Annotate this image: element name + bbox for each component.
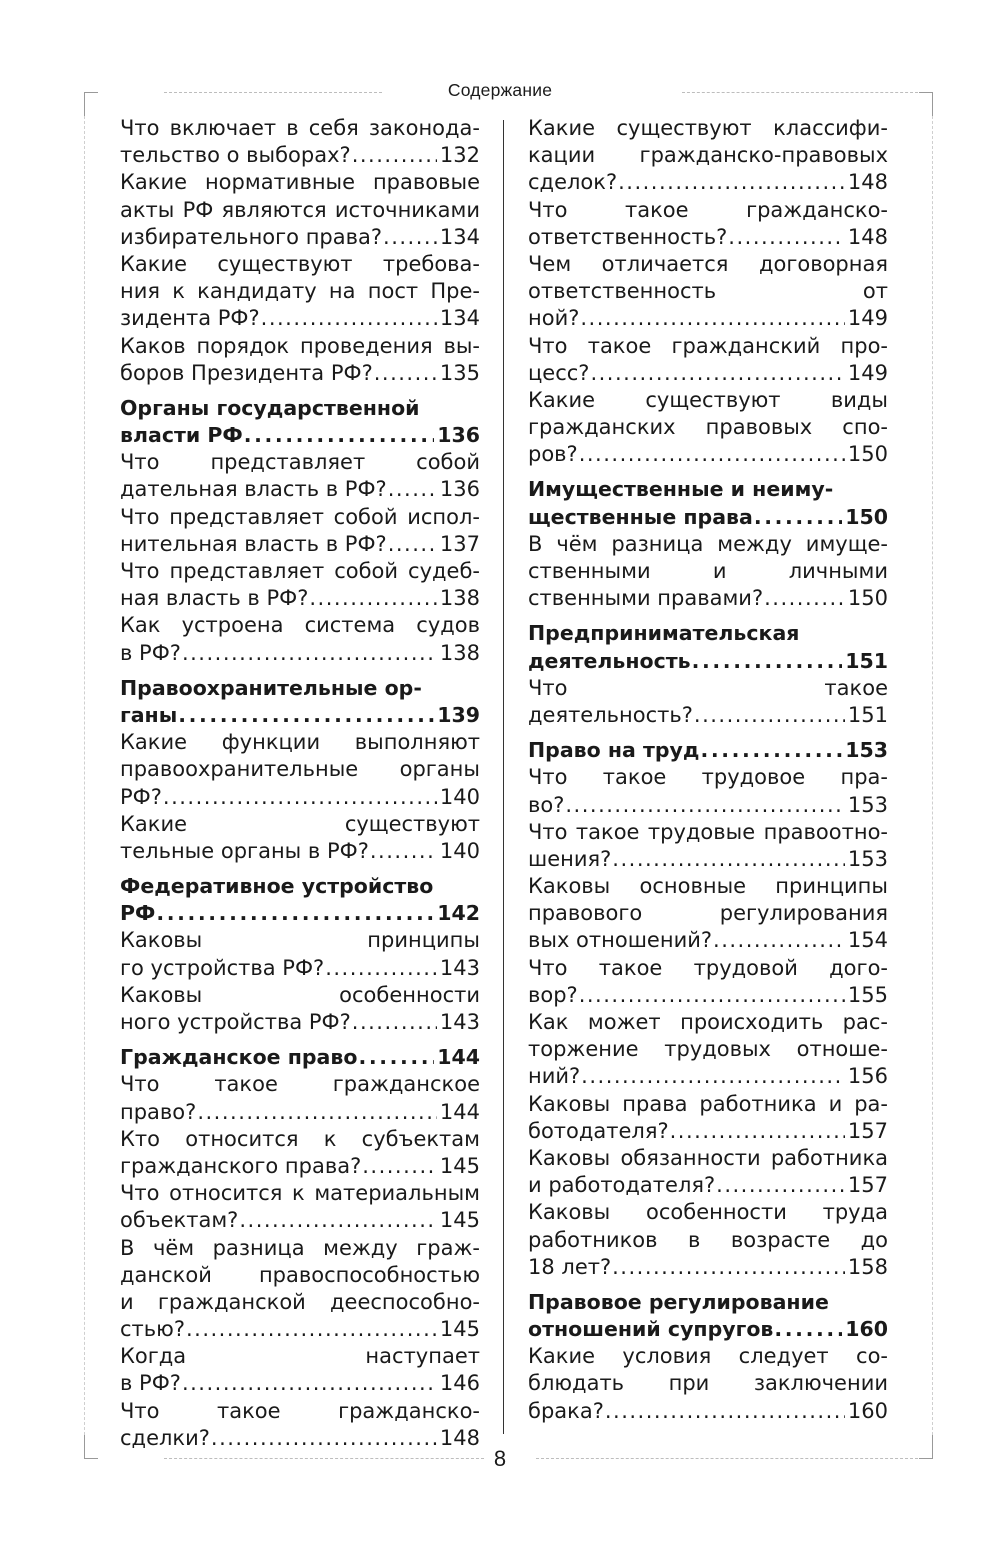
toc-entry-line: Предпринимательская [528,621,800,646]
toc-entry[interactable] [528,1343,888,1425]
toc-entry-text: ний? [528,1064,581,1089]
toc-entry-line: кации гражданско-правовых [528,143,888,168]
dot-leader [590,360,844,387]
toc-entry-line: акты РФ являются источниками [120,197,480,222]
toc-entry-text: щественные права [528,504,753,529]
dot-leader [325,955,437,982]
dot-leader [670,1118,845,1145]
toc-entry-last-line [120,476,480,503]
toc-page-number: 149 [847,360,888,385]
toc-page-number: 134 [439,306,480,331]
toc-entry[interactable] [528,1009,888,1091]
toc-entry-text: деятельность [528,648,691,673]
dot-leader [713,927,845,954]
toc-entry-text: цесс? [528,360,590,385]
toc-page-number: 139 [437,702,480,727]
toc-entry-last-line [120,224,480,251]
toc-entry-text: зидента РФ? [120,306,260,331]
toc-entry-last-line [120,784,480,811]
dot-leader [261,305,437,332]
toc-entry-line: Что такое гражданско- [528,197,888,222]
toc-page-number: 138 [439,586,480,611]
toc-entry-last-line [528,504,888,531]
toc-page-number: 136 [439,477,480,502]
toc-entry-line: ния к кандидату на пост Пре- [120,279,480,304]
toc-page-number: 148 [439,1425,480,1450]
dot-leader [764,585,845,612]
toc-entry-text: в РФ? [120,1371,181,1396]
toc-entry-line: В чём разница между имуще- [528,531,888,556]
toc-entry-last-line [528,927,888,954]
running-head: Содержание [447,80,553,100]
toc-entry-last-line [120,1099,480,1126]
toc-section-heading[interactable] [120,873,480,927]
toc-entry[interactable] [120,1180,480,1234]
toc-entry[interactable] [120,449,480,503]
toc-entry-line: Чем отличается договорная [528,251,888,276]
toc-entry-text: объектам? [120,1208,239,1233]
toc-entry-last-line [528,1398,888,1425]
dot-leader [178,702,434,729]
dot-leader [182,640,437,667]
dot-leader [565,792,845,819]
toc-entry-text: власти РФ [120,423,243,448]
toc-entry-last-line [120,1153,480,1180]
toc-entry-last-line [120,360,480,387]
dot-leader [362,1153,437,1180]
toc-section-heading[interactable] [120,1044,480,1071]
dot-leader [383,224,437,251]
toc-entry-text: Право на труд [528,738,700,763]
toc-entry-line: и гражданской дееспособно- [120,1289,480,1314]
toc-entry[interactable] [120,115,480,169]
toc-entry-text: ной? [528,306,580,331]
toc-section-heading[interactable] [120,395,480,449]
toc-entry-last-line [120,955,480,982]
toc-page-number: 153 [847,846,888,871]
toc-entry-line: Что такое гражданское [120,1072,480,1097]
toc-entry-text: ганы [120,702,178,727]
toc-page-number: 150 [847,586,888,611]
toc-entry[interactable] [528,1199,888,1281]
toc-page-number: 145 [439,1208,480,1233]
toc-entry-line: Правовое регулирование [528,1289,829,1314]
toc-entry-last-line [120,702,480,729]
dot-leader [352,142,437,169]
toc-entry-line: Что такое трудовое пра- [528,765,888,790]
toc-entry-last-line [120,640,480,667]
toc-entry-text: го устройства РФ? [120,955,325,980]
toc-entry-last-line [528,1172,888,1199]
toc-entry-text: во? [528,792,565,817]
dot-leader [612,846,845,873]
toc-entry-line: Каковы особенности труда [528,1200,888,1225]
toc-entry[interactable] [120,1398,480,1452]
toc-entry[interactable] [528,531,888,613]
toc-entry-line: Что относится к материальным [120,1181,480,1206]
toc-entry[interactable] [120,169,480,251]
toc-section-heading[interactable] [528,1289,888,1343]
toc-page-number: 132 [439,143,480,168]
toc-entry[interactable] [120,811,480,865]
dot-leader [579,982,845,1009]
toc-entry-line: правоохранительные органы [120,757,480,782]
toc-entry-line: Какие нормативные правовые [120,170,480,195]
toc-page-number: 153 [845,738,888,763]
toc-entry[interactable] [120,1235,480,1344]
dot-leader [374,360,437,387]
toc-entry-last-line [528,224,888,251]
toc-right-column [528,115,888,1425]
toc-entry[interactable] [528,1145,888,1199]
toc-page-number: 143 [439,1010,480,1034]
toc-entry-line: Правоохранительные ор- [120,675,422,700]
toc-entry[interactable] [528,819,888,873]
toc-entry-line: Что представляет собой [120,450,480,475]
toc-entry-text: шения? [528,846,612,871]
toc-entry[interactable] [120,251,480,333]
toc-entry[interactable] [528,197,888,251]
toc-entry-text: дательная власть в РФ? [120,477,387,502]
toc-entry-line: Как устроена система судов [120,613,480,638]
dot-leader [163,784,437,811]
page-number: 8 [493,1446,507,1471]
toc-entry-last-line [528,982,888,1009]
toc-entry[interactable] [120,729,480,811]
dot-leader [244,422,434,449]
toc-entry-last-line [528,702,888,729]
toc-entry-line: ственными и личными [528,559,888,583]
toc-page-number: 158 [847,1254,888,1279]
toc-entry-line: торжение трудовых отноше- [528,1037,888,1062]
toc-left-column [120,115,480,1452]
toc-entry-line: Что представляет собой судеб- [120,559,480,583]
dot-leader [618,169,845,196]
toc-page-number: 138 [439,640,480,665]
toc-entry[interactable] [528,1091,888,1145]
toc-page-number: 150 [845,504,888,529]
toc-page-number: 143 [439,955,480,980]
dot-leader [309,585,437,612]
toc-page-number: 145 [439,1153,480,1178]
toc-entry-line: Каковы принципы [120,928,480,953]
toc-section-heading[interactable] [528,737,888,764]
toc-entry-last-line [528,648,888,675]
toc-entry[interactable] [528,115,888,197]
column-divider [503,120,504,1434]
toc-page-number: 160 [847,1398,888,1423]
toc-entry-text: тельство о выборах? [120,143,351,168]
toc-entry-last-line [120,422,480,449]
toc-entry-line: Какие существуют требова- [120,251,480,276]
toc-entry[interactable] [528,955,888,1009]
dot-leader [774,1316,842,1343]
toc-page-number: 155 [847,982,888,1007]
toc-entry-text: в РФ? [120,640,181,665]
toc-page-number: 156 [847,1064,888,1089]
toc-entry-line: Каковы права работника и ра- [528,1091,888,1116]
toc-entry-text: нительная власть в РФ? [120,531,387,556]
toc-entry-line: Что представляет собой испол- [120,504,480,529]
toc-entry-line: Что такое [528,675,888,700]
toc-page-number: 154 [847,928,888,953]
toc-entry-last-line [120,305,480,332]
toc-entry-last-line [120,1044,480,1071]
toc-entry-text: ботодателя? [528,1118,669,1143]
toc-entry-last-line [528,1254,888,1281]
toc-entry-line: Что такое гражданский про- [528,333,888,358]
dot-leader [716,1172,845,1199]
toc-entry-text: 18 лет? [528,1254,612,1279]
toc-entry-text: избирательного права? [120,224,383,249]
toc-entry-text: отношений супругов [528,1317,774,1342]
toc-page-number: 144 [439,1099,480,1124]
dot-leader [239,1207,437,1234]
toc-entry-line: правового регулирования [528,901,888,926]
toc-entry-text: деятельность? [528,702,693,727]
toc-entry-line: В чём разница между граж- [120,1235,480,1260]
toc-entry-last-line [120,585,480,612]
toc-entry-text: вор? [528,982,578,1007]
toc-entry[interactable] [120,612,480,666]
toc-page-number: 135 [439,360,480,385]
toc-entry-last-line [120,838,480,865]
dot-leader [700,737,842,764]
toc-page-number: 137 [439,531,480,556]
toc-entry-last-line [528,169,888,196]
dot-leader [754,504,842,531]
toc-entry[interactable] [120,982,480,1036]
toc-page-number: 148 [847,224,888,249]
toc-page-number: 148 [847,170,888,195]
toc-entry-text: сделок? [528,170,618,195]
toc-entry-last-line [528,1118,888,1145]
toc-entry-line: Что такое гражданско- [120,1398,480,1423]
toc-page-number: 136 [437,423,480,448]
toc-page-number: 151 [845,648,888,673]
toc-section-heading[interactable] [528,476,888,530]
toc-entry-last-line [120,531,480,558]
toc-entry[interactable] [120,1343,480,1397]
toc-entry-last-line [528,360,888,387]
toc-entry-text: стью? [120,1317,185,1342]
toc-entry[interactable] [528,333,888,387]
toc-page-number: 140 [439,784,480,809]
toc-entry[interactable] [120,927,480,981]
toc-entry-text: Гражданское право [120,1045,358,1070]
toc-entry-line: блюдать при заключении [528,1371,888,1396]
toc-entry-last-line [120,142,480,169]
toc-entry-line: Каков порядок проведения вы- [120,333,480,358]
toc-page-number: 145 [439,1317,480,1342]
dot-leader [370,838,437,865]
dot-leader [692,648,843,675]
toc-entry-last-line [528,792,888,819]
toc-entry-last-line [120,1316,480,1343]
toc-entry-last-line [528,846,888,873]
toc-entry-line: Имущественные и неиму- [528,477,834,502]
toc-entry-line: Когда наступает [120,1344,480,1369]
toc-page-number: 144 [437,1045,480,1070]
dot-leader [186,1316,437,1343]
toc-entry-last-line [528,585,888,612]
toc-entry-last-line [528,1316,888,1343]
toc-entry-text: ственными правами? [528,586,764,611]
toc-entry-last-line [528,737,888,764]
toc-entry-line: Каковы обязанности работника [528,1145,888,1170]
toc-page-number: 160 [845,1317,888,1342]
toc-entry[interactable] [120,558,480,612]
toc-entry[interactable] [528,675,888,729]
dot-leader [388,476,437,503]
toc-entry-line: Какие существуют классифи- [528,116,888,140]
toc-page-number: 150 [847,442,888,467]
toc-page-number: 149 [847,306,888,331]
toc-page-number: 142 [437,901,480,926]
toc-entry-last-line [528,1063,888,1090]
toc-entry-text: ная власть в РФ? [120,586,309,611]
toc-entry-text: вых отношений? [528,928,713,953]
dot-leader [605,1398,845,1425]
toc-entry-line: Какие существуют [120,811,480,836]
dot-leader [156,900,434,927]
toc-entry-line: Каковы особенности [120,982,480,1007]
toc-page-number: 151 [847,702,888,727]
toc-entry-last-line [120,1009,480,1036]
toc-entry-last-line [120,900,480,927]
toc-entry[interactable] [120,504,480,558]
toc-entry-text: сделки? [120,1425,210,1450]
toc-entry[interactable] [120,333,480,387]
toc-entry-line: Кто относится к субъектам [120,1126,480,1151]
toc-entry[interactable] [120,1126,480,1180]
dot-leader [581,1063,845,1090]
dot-leader [197,1099,437,1126]
dot-leader [579,441,845,468]
dot-leader [728,224,845,251]
dot-leader [182,1370,437,1397]
toc-entry-last-line [120,1370,480,1397]
toc-page-number: 140 [439,838,480,863]
toc-entry-text: боров Президента РФ? [120,360,373,385]
toc-entry-text: ного устройства РФ? [120,1010,351,1034]
dot-leader [358,1044,434,1071]
toc-page-number: 157 [847,1118,888,1143]
toc-entry-text: право? [120,1099,197,1124]
toc-entry-line: Какие условия следует со- [528,1344,888,1369]
toc-entry-text: и работодателя? [528,1173,716,1198]
toc-entry[interactable] [120,1071,480,1125]
toc-entry-text: ответственность? [528,224,728,249]
toc-section-heading[interactable] [120,675,480,729]
toc-entry-last-line [528,305,888,332]
toc-entry-line: Каковы основные принципы [528,874,888,899]
toc-entry-line: Как может происходить рас- [528,1010,888,1034]
toc-entry-text: ров? [528,442,578,467]
toc-entry[interactable] [528,387,888,469]
toc-entry-text: РФ [120,901,156,926]
toc-entry-last-line [528,441,888,468]
toc-entry-line: гражданских правовых спо- [528,415,888,440]
dot-leader [388,531,437,558]
toc-page-number: 146 [439,1371,480,1396]
toc-entry-text: брака? [528,1398,604,1423]
dot-leader [580,305,845,332]
toc-entry-line: Федеративное устройство [120,874,434,899]
toc-entry[interactable] [528,251,888,333]
toc-entry-line: данской правоспособностью [120,1262,480,1287]
dot-leader [612,1254,845,1281]
toc-page-number: 134 [439,224,480,249]
toc-entry-text: тельные органы в РФ? [120,838,369,863]
toc-entry[interactable] [528,873,888,955]
toc-section-heading[interactable] [528,620,888,674]
toc-entry-line: Что такое трудовые правоотно- [528,819,888,844]
toc-entry-line: Что такое трудовой дого- [528,955,888,980]
toc-entry-line: Органы государственной [120,395,420,420]
toc-entry-line: работников в возрасте до [528,1227,888,1252]
toc-entry-line: Какие существуют виды [528,387,888,412]
toc-entry[interactable] [528,764,888,818]
toc-page-number: 153 [847,792,888,817]
toc-page-number: 157 [847,1173,888,1198]
toc-entry-text: РФ? [120,784,162,809]
dot-leader [694,702,845,729]
dot-leader [352,1009,437,1036]
toc-entry-line: Что включает в себя законода- [120,116,480,140]
toc-entry-line: ответственность от [528,279,888,304]
toc-entry-line: Какие функции выполняют [120,730,480,755]
toc-entry-last-line [120,1207,480,1234]
toc-entry-text: гражданского права? [120,1153,362,1178]
